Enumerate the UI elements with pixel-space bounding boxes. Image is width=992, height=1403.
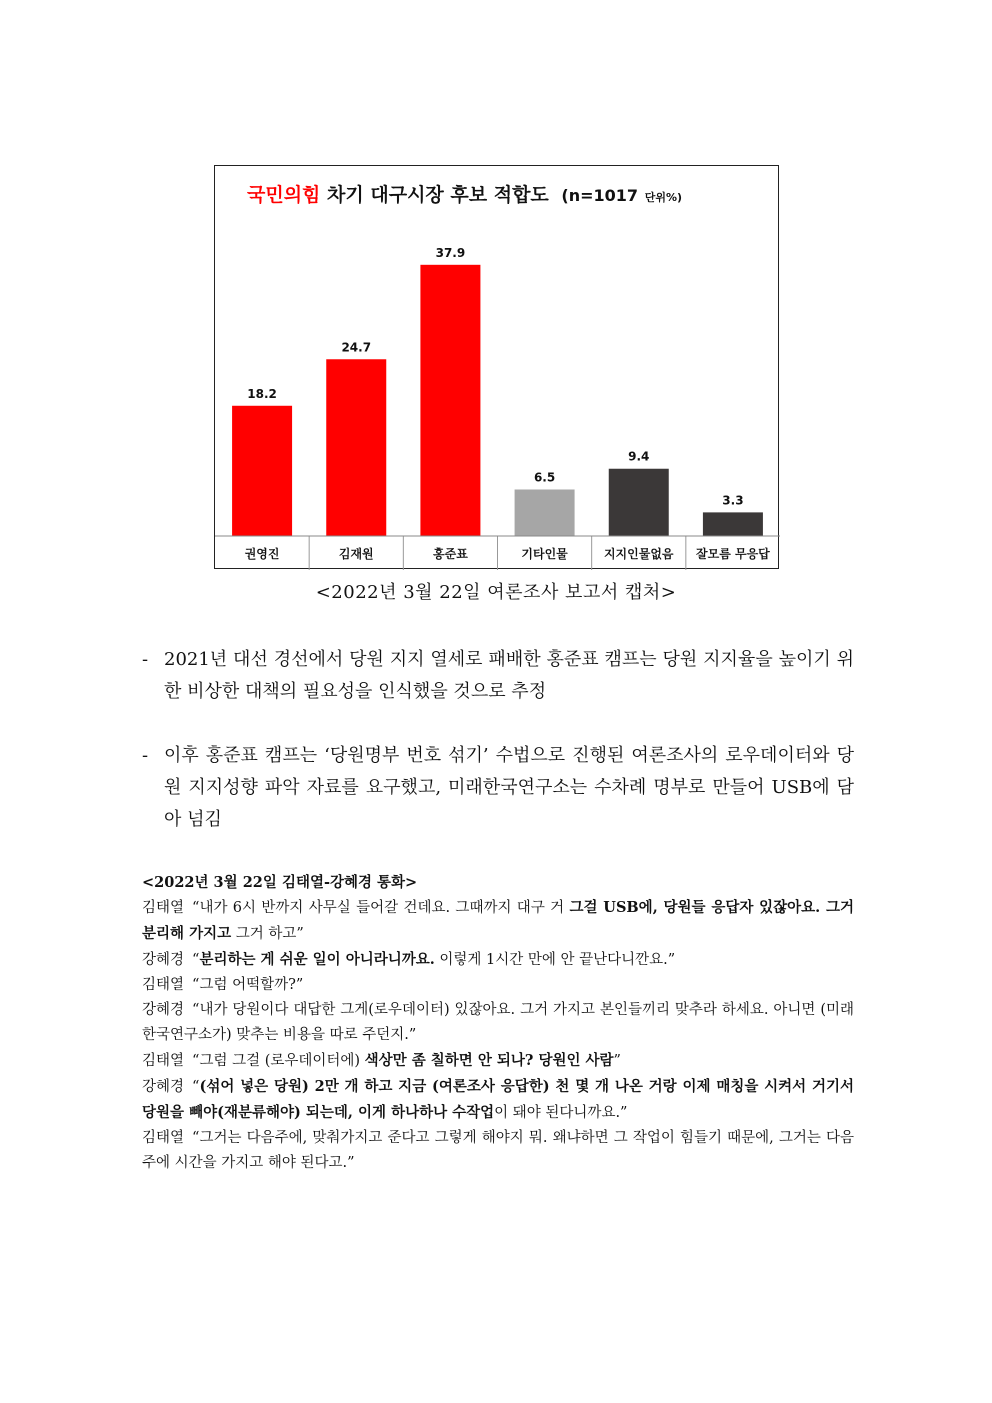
bar-value-label: 24.7 bbox=[341, 340, 372, 355]
quote-emphasis: 그걸 USB에, 당원들 응답자 있잖아요. 그거 분리해 가지고 bbox=[142, 899, 854, 942]
speaker-name: 강혜경 bbox=[142, 952, 185, 968]
category-label: 잘모름 무응답 bbox=[696, 547, 770, 561]
quote-text: ” bbox=[613, 1053, 621, 1069]
quote-emphasis: (섞어 넣은 당원) 2만 개 하고 지금 (여론조사 응답한) 천 몇 개 나온 거랑 이제 매칭을 시켜서 거기서 당원을 빼야(재분류해야) 되는데, 이게 하나하나 수작업 bbox=[142, 1078, 854, 1121]
chart-unit: 단위%) bbox=[644, 191, 682, 204]
bullet-text: 이후 홍준표 캠프는 ‘당원명부 번호 섞기’ 수법으로 진행된 여론조사의 로우데이터와 당원 지지성향 파악 자료를 요구했고, 미래한국연구소는 수차례 명부로 만들어 USB에 담아 넘김 bbox=[164, 745, 854, 830]
speaker-name: 김태열 bbox=[142, 1130, 185, 1146]
quote-emphasis: 색상만 좀 칠하면 안 되나? 당원인 사람 bbox=[364, 1052, 614, 1069]
speaker-name: 김태열 bbox=[142, 977, 185, 993]
quote-text: “ bbox=[192, 1079, 200, 1095]
transcript-line bbox=[142, 1048, 854, 1074]
call-transcript bbox=[142, 870, 854, 1176]
quote-text: 이렇게 1시간 만에 안 끝난다니깐요.” bbox=[434, 952, 676, 968]
bar-0 bbox=[232, 406, 292, 536]
quote-text: 이 돼야 된다니까요.” bbox=[494, 1105, 628, 1121]
transcript-line bbox=[142, 895, 854, 947]
transcript-line bbox=[142, 998, 854, 1048]
chart-title-text: 차기 대구시장 후보 적합도 bbox=[327, 184, 549, 206]
poll-chart bbox=[214, 165, 779, 569]
transcript-line bbox=[142, 973, 854, 998]
bar-value-label: 18.2 bbox=[247, 386, 277, 401]
bar-value-label: 9.4 bbox=[628, 449, 650, 464]
category-label: 기타인물 bbox=[521, 547, 568, 561]
bar-value-label: 6.5 bbox=[533, 470, 556, 485]
bar-1 bbox=[326, 359, 386, 536]
bullet-dash: - bbox=[142, 649, 149, 670]
bullet-item bbox=[142, 644, 854, 708]
transcript-line bbox=[142, 947, 854, 973]
quote-text: “내가 6시 반까지 사무실 들어갈 건데요. 그때까지 대구 거 bbox=[192, 900, 570, 916]
bar-5 bbox=[703, 512, 763, 536]
quote-emphasis: 분리하는 게 쉬운 일이 아니라니까요. bbox=[199, 951, 435, 968]
bullet-text: 2021년 대선 경선에서 당원 지지 열세로 패배한 홍준표 캠프는 당원 지지율을 높이기 위한 비상한 대책의 필요성을 인식했을 것으로 추정 bbox=[164, 649, 854, 702]
chart-caption: <2022년 3월 22일 여론조사 보고서 캡처> bbox=[315, 582, 677, 603]
chart-title-highlight: 국민의힘 bbox=[247, 184, 321, 206]
transcript-line bbox=[142, 1126, 854, 1176]
bullet-item bbox=[142, 740, 854, 836]
speaker-name: 김태열 bbox=[142, 1053, 185, 1069]
quote-text: “그럼 어떡할까?” bbox=[192, 977, 304, 993]
speaker-name: 강혜경 bbox=[142, 1002, 185, 1018]
transcript-title: <2022년 3월 22일 김태열-강혜경 통화> bbox=[142, 874, 418, 891]
bar-3 bbox=[515, 489, 575, 536]
quote-text: “그럼 그걸 (로우데이터에) bbox=[192, 1053, 365, 1069]
quote-text: “그거는 다음주에, 맞춰가지고 준다고 그렇게 해야지 뭐. 왜냐하면 그 작업이 힘들기 때문에, 그거는 다음주에 시간을 가지고 해야 된다고.” bbox=[142, 1130, 854, 1171]
quote-text: “ bbox=[192, 952, 200, 968]
category-label: 지지인물없음 bbox=[603, 547, 674, 561]
bar-value-label: 3.3 bbox=[722, 493, 744, 508]
chart-plot bbox=[215, 166, 780, 570]
chart-sample-size: (n=1017 bbox=[561, 186, 639, 205]
bar-value-label: 37.9 bbox=[435, 245, 466, 260]
category-label: 홍준표 bbox=[433, 547, 468, 561]
speaker-name: 강혜경 bbox=[142, 1079, 185, 1095]
transcript-line bbox=[142, 1074, 854, 1126]
bar-4 bbox=[609, 469, 669, 536]
bar-2 bbox=[420, 265, 480, 536]
category-label: 김재원 bbox=[338, 547, 374, 561]
quote-text: 그거 하고” bbox=[231, 926, 304, 942]
bullet-dash: - bbox=[142, 745, 149, 766]
quote-text: “내가 당원이다 대답한 그게(로우데이터) 있잖아요. 그거 가지고 본인들끼리 맞추라 하세요. 아니면 (미래한국연구소가) 맞추는 비용을 따로 주던지.” bbox=[142, 1002, 854, 1043]
category-label: 권영진 bbox=[244, 547, 280, 561]
speaker-name: 김태열 bbox=[142, 900, 185, 916]
